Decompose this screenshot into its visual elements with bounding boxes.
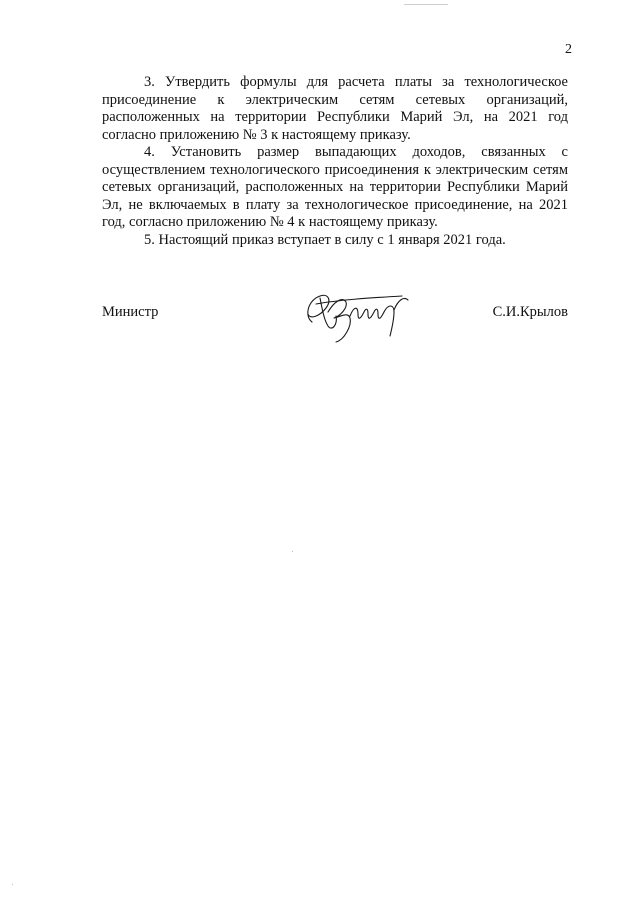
clause-3: 3. Утвердить формулы для расчета платы за технологическое присоединение к электрическим сетям сетевых организаций, расположенных на территории Республики Марий Эл, на 2021 год согласно приложению № 3 к настоящему приказу. xyxy=(102,74,568,143)
scan-speck xyxy=(292,551,293,552)
clause-4: 4. Установить размер выпадающих доходов, связанных с осуществлением технологического присоединения к электрическим сетям сетевых организаций, расположенных на территории Республики Марий Эл, не включаемых в плату за технологическое присоединение, на 2021 год, согласно приложению № 4 к настоящему приказу. xyxy=(102,144,568,230)
signature-block xyxy=(102,282,568,346)
scan-mark xyxy=(404,4,448,5)
page-number: 2 xyxy=(565,42,572,57)
signatory-title: Министр xyxy=(102,304,159,320)
signatory-name: С.И.Крылов xyxy=(492,304,568,320)
handwritten-signature xyxy=(298,282,418,346)
clause-5: 5. Настоящий приказ вступает в силу с 1 января 2021 года. xyxy=(144,231,506,248)
order-body xyxy=(102,74,568,249)
scan-speck xyxy=(12,884,13,885)
